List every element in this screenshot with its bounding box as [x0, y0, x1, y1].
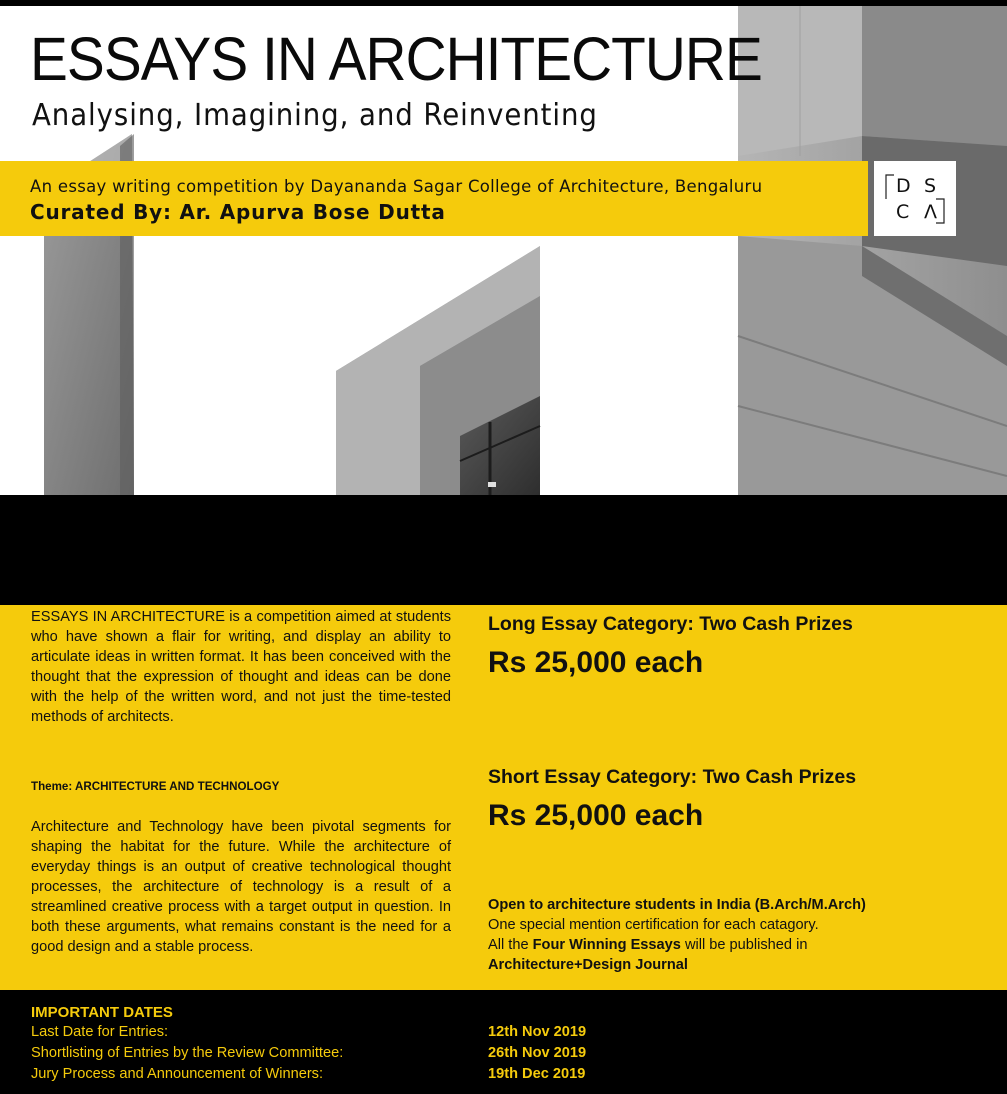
date-label-entries: Last Date for Entries: — [31, 1024, 169, 1040]
theme-label: Theme: ARCHITECTURE AND TECHNOLOGY — [31, 780, 280, 793]
long-essay-category-title: Long Essay Category: Two Cash Prizes — [488, 613, 853, 635]
intro-paragraph: ESSAYS IN ARCHITECTURE is a competition aimed at students who have shown a flair for writing, and display an ability to articulate ideas in written format. It has been conceived with the thought that the expression of thought and ideas can be done with the help of the written word, and not just the time-tested methods of architects. — [31, 609, 451, 725]
date-value-entries: 12th Nov 2019 — [488, 1024, 587, 1040]
eligibility-block — [488, 895, 958, 975]
organizer-text: An essay writing competition by Dayananda Sagar College of Architecture, Bengaluru — [30, 177, 763, 196]
curator-text: Curated By: Ar. Apurva Bose Dutta — [30, 200, 446, 224]
logo-letter-d: D — [896, 175, 911, 197]
logo-letter-a: Λ — [924, 201, 937, 223]
organizer-band — [0, 161, 868, 236]
short-essay-prize: Rs 25,000 each — [488, 799, 704, 832]
short-essay-category-title: Short Essay Category: Two Cash Prizes — [488, 766, 857, 788]
eligibility-line: Open to architecture students in India (B.Arch/M.Arch) — [488, 897, 866, 913]
theme-paragraph: Architecture and Technology have been pivotal segments for shaping the habitat for the future. While the architecture of everyday things is an output of creative technological thought processes, the architecture of technology is a result of a streamlined creative process with a target output in question. In both these arguments, what remains constant is the need for a good design and a stable process. — [31, 819, 451, 955]
publication-line — [488, 935, 958, 955]
logo-letter-c: C — [896, 201, 910, 223]
date-label-shortlisting: Shortlisting of Entries by the Review Committee: — [31, 1045, 344, 1061]
publication-text-bold: Four Winning Essays — [532, 937, 681, 953]
date-value-jury: 19th Dec 2019 — [488, 1066, 586, 1082]
date-label-jury: Jury Process and Announcement of Winners: — [31, 1066, 324, 1082]
long-essay-prize: Rs 25,000 each — [488, 646, 704, 679]
logo-letter-s: S — [924, 175, 937, 197]
page-title: ESSAYS IN ARCHITECTURE — [30, 25, 762, 93]
date-value-shortlisting: 26th Nov 2019 — [488, 1045, 587, 1061]
page-subtitle: Analysing, Imagining, and Reinventing — [32, 98, 598, 133]
important-dates-heading: IMPORTANT DATES — [31, 1004, 173, 1021]
publication-text-pre: All the — [488, 937, 533, 953]
publication-text-post: will be published in — [680, 937, 808, 953]
dsca-logo — [874, 161, 956, 236]
special-mention-line: One special mention certification for each catagory. — [488, 917, 819, 933]
journal-name: Architecture+Design Journal — [488, 957, 688, 973]
